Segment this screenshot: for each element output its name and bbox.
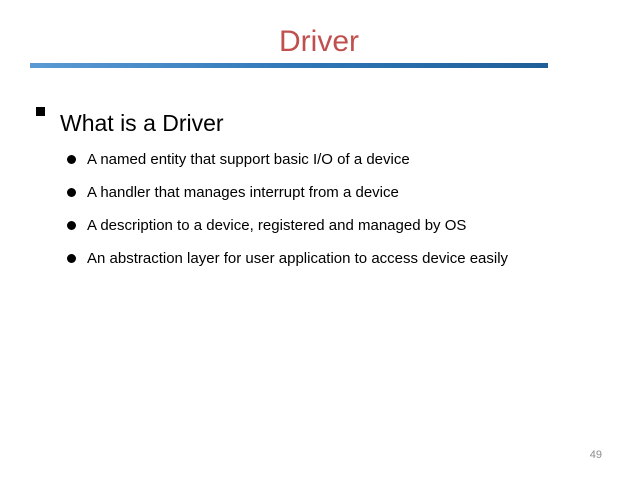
round-bullet-icon [67, 188, 76, 197]
list-item-text: A named entity that support basic I/O of a device [87, 151, 410, 168]
list-item [64, 249, 624, 282]
list-item-text: A handler that manages interrupt from a device [87, 184, 399, 201]
list-item-text: A description to a device, registered and managed by OS [87, 217, 467, 234]
round-bullet-icon [67, 254, 76, 263]
list-item-text: An abstraction layer for user application to access device easily [87, 250, 509, 267]
round-bullet-icon [67, 221, 76, 230]
main-bullet-text: What is a Driver [60, 110, 224, 136]
list-item [64, 150, 624, 183]
sub-bullet-list [64, 150, 624, 282]
list-item [64, 183, 624, 216]
round-bullet-icon [67, 155, 76, 164]
square-bullet-icon [36, 107, 45, 116]
slide-title: Driver [279, 25, 359, 58]
page-number: 49 [589, 449, 602, 461]
list-item [64, 216, 624, 249]
main-bullet-point [36, 110, 224, 136]
title-underline-rule [30, 63, 548, 68]
